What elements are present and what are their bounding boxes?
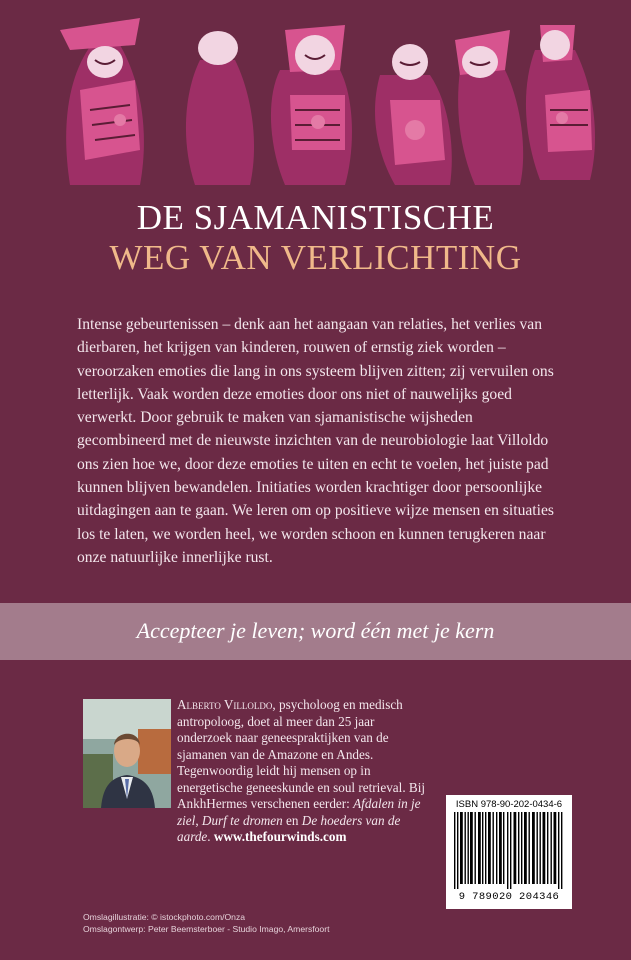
author-name: Alberto Villoldo — [177, 697, 273, 712]
author-bio — [177, 697, 432, 846]
author-photo — [83, 699, 171, 808]
blurb-paragraph: Intense gebeurtenissen – denk aan het aangaan van relaties, het verlies van dierbaren, het krijgen van kinderen, rouwen of ernstig ziek worden – veroorzaken emoties die lang in ons systeem blijven zitten; zij vervuilen ons letterlijk. Vaak worden deze emoties door ons niet of nauwelijks goed verwerkt. Door gebruik te maken van sjamanistische wijsheden gecombineerd met de nieuwste inzichten van de neurobiologie laat Villoldo ons zien hoe we, door deze emoties te uiten en echt te voelen, het juiste pad kunnen blijven bewandelen. Initiaties worden krachtiger door persoonlijke uitdagingen aan te gaan. We leren om op positieve wijze mensen en situaties los te laten, we worden heel, we worden schoon en kunnen terugkeren naar onze natuurlijke innerlijke rust. — [77, 316, 554, 566]
tagline: Accepteer je leven; word één met je kern — [136, 618, 495, 643]
book-title-3: De hoeders van de aarde — [177, 812, 401, 844]
author-bio-text: , psycholoog en medisch antropoloog, doet al meer dan 25 jaar onderzoek naar geneespraktijken van de sjamanen van de Amazone en Andes. Tegenwoordig leidt hij mensen op in energetische geneeskunde en soul retrieval. Bij AnkhHermes verschenen eerder: — [177, 697, 426, 811]
bio-separator-3: . — [207, 829, 214, 844]
tribal-dancers-illustration — [0, 0, 631, 190]
credits — [83, 912, 329, 935]
barcode-bars — [452, 812, 566, 889]
isbn-digits: 9 789020 204346 — [458, 891, 560, 903]
bio-separator-2: en — [282, 812, 302, 828]
bio-separator-1: , — [195, 812, 202, 828]
isbn-label: ISBN 978-90-202-0434-6 — [455, 799, 563, 810]
website-link[interactable]: www.thefourwinds.com — [213, 829, 347, 844]
isbn-barcode — [446, 795, 572, 909]
book-title-2: Durf te dromen — [201, 812, 283, 828]
credit-design: Omslagontwerp: Peter Beemsterboer - Studio Imago, Amersfoort — [83, 923, 330, 934]
title-line-1: DE SJAMANISTISCHE — [136, 198, 495, 237]
title-line-2: WEG VAN VERLICHTING — [109, 238, 522, 277]
credit-illustration: Omslagillustratie: © istockphoto.com/Onza — [83, 912, 246, 922]
book-title-1: Afdalen in je ziel — [177, 796, 421, 828]
